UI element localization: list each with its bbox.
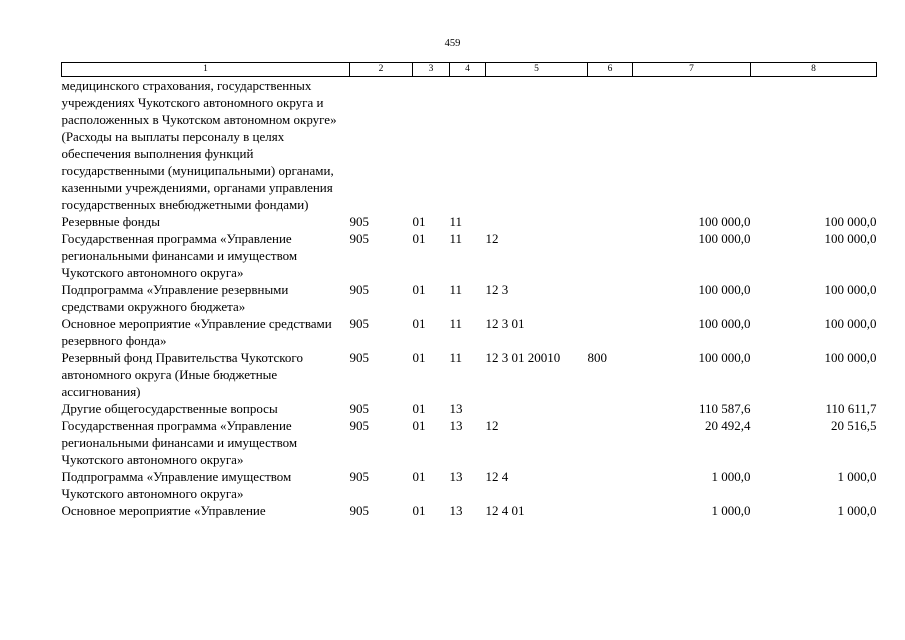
row-pr: 11 bbox=[449, 316, 463, 331]
row-gr: 905 bbox=[349, 214, 369, 229]
header-cell-gr: 2 bbox=[350, 63, 413, 77]
row-name: Другие общегосударственные вопросы bbox=[61, 401, 278, 416]
row-csr: 12 3 01 20010 bbox=[485, 350, 561, 365]
row-vr bbox=[588, 417, 633, 468]
table-row bbox=[62, 77, 877, 214]
table-row bbox=[62, 230, 877, 281]
header-cell-csr: 5 bbox=[486, 63, 588, 77]
row-csr: 12 3 01 bbox=[485, 316, 525, 331]
row-sum2: 100 000,0 bbox=[824, 231, 877, 246]
page-number: 459 bbox=[444, 38, 461, 49]
row-sum2: 100 000,0 bbox=[824, 350, 877, 365]
row-csr: 12 4 bbox=[485, 469, 509, 484]
row-sum2: 110 611,7 bbox=[825, 401, 877, 416]
header-cell-name: 1 bbox=[62, 63, 350, 77]
row-sum2: 1 000,0 bbox=[837, 469, 877, 484]
table-row bbox=[62, 400, 877, 417]
row-sum1: 100 000,0 bbox=[698, 350, 751, 365]
row-gr: 905 bbox=[349, 401, 369, 416]
row-sum2: 100 000,0 bbox=[824, 316, 877, 331]
row-pr: 13 bbox=[449, 418, 463, 433]
row-rz bbox=[413, 77, 450, 214]
row-name: Резервные фонды bbox=[61, 214, 160, 229]
row-gr: 905 bbox=[349, 418, 369, 433]
table-row bbox=[62, 315, 877, 349]
row-rz: 01 bbox=[412, 503, 426, 518]
row-gr: 905 bbox=[349, 469, 369, 484]
row-sum1: 1 000,0 bbox=[711, 469, 751, 484]
row-pr: 13 bbox=[449, 401, 463, 416]
table-header bbox=[62, 63, 877, 77]
row-gr: 905 bbox=[349, 231, 369, 246]
row-sum1 bbox=[633, 77, 751, 214]
row-sum2: 100 000,0 bbox=[824, 214, 877, 229]
row-rz: 01 bbox=[412, 282, 426, 297]
table-row bbox=[62, 502, 877, 519]
row-rz: 01 bbox=[412, 350, 426, 365]
row-sum2: 1 000,0 bbox=[837, 503, 877, 518]
row-sum2: 100 000,0 bbox=[824, 282, 877, 297]
row-sum1: 110 587,6 bbox=[698, 401, 751, 416]
table-row bbox=[62, 213, 877, 230]
row-pr: 11 bbox=[449, 214, 463, 229]
row-rz: 01 bbox=[412, 401, 426, 416]
row-vr bbox=[588, 400, 633, 417]
row-gr: 905 bbox=[349, 503, 369, 518]
row-csr: 12 bbox=[485, 231, 499, 246]
row-vr bbox=[588, 77, 633, 214]
row-pr: 11 bbox=[449, 282, 463, 297]
table-row bbox=[62, 417, 877, 468]
row-gr: 905 bbox=[349, 350, 369, 365]
header-cell-sum1: 7 bbox=[633, 63, 751, 77]
row-csr: 12 4 01 bbox=[485, 503, 525, 518]
row-sum1: 100 000,0 bbox=[698, 231, 751, 246]
row-vr: 800 bbox=[587, 350, 607, 365]
row-csr bbox=[486, 213, 588, 230]
row-pr: 13 bbox=[449, 469, 463, 484]
row-name: Основное мероприятие «Управление средствами резервного фонда» bbox=[61, 316, 332, 348]
row-rz: 01 bbox=[412, 316, 426, 331]
header-row bbox=[62, 63, 877, 77]
row-vr bbox=[588, 281, 633, 315]
header-cell-rz: 3 bbox=[413, 63, 450, 77]
header-cell-sum2: 8 bbox=[751, 63, 877, 77]
row-csr: 12 3 bbox=[485, 282, 509, 297]
row-name: Государственная программа «Управление региональными финансами и имуществом Чукотского автономного округа» bbox=[61, 231, 298, 280]
row-vr bbox=[588, 213, 633, 230]
row-sum1: 20 492,4 bbox=[705, 418, 751, 433]
row-rz: 01 bbox=[412, 469, 426, 484]
header-cell-vr: 6 bbox=[588, 63, 633, 77]
row-vr bbox=[588, 502, 633, 519]
row-gr bbox=[350, 77, 413, 214]
table-body bbox=[62, 77, 877, 520]
row-sum1: 100 000,0 bbox=[698, 282, 751, 297]
table-row bbox=[62, 281, 877, 315]
row-sum1: 100 000,0 bbox=[698, 214, 751, 229]
row-name: Государственная программа «Управление региональными финансами и имуществом Чукотского автономного округа» bbox=[61, 418, 298, 467]
row-sum1: 100 000,0 bbox=[698, 316, 751, 331]
header-cell-pr: 4 bbox=[450, 63, 486, 77]
row-name: медицинского страхования, государственных учреждениях Чукотского автономного округа и расположенных в Чукотском автономном округе» (Расходы на выплаты персоналу в целях обеспечения выполнения функций государственными (муниципальными) органами, казенными учреждениями, органами управления государственных внебюджетными фондами) bbox=[61, 78, 337, 212]
row-rz: 01 bbox=[412, 418, 426, 433]
row-name: Основное мероприятие «Управление bbox=[61, 503, 266, 518]
row-pr bbox=[450, 77, 486, 214]
row-csr bbox=[486, 77, 588, 214]
row-rz: 01 bbox=[412, 231, 426, 246]
row-name: Подпрограмма «Управление имуществом Чукотского автономного округа» bbox=[61, 469, 292, 501]
table-row bbox=[62, 349, 877, 400]
row-name: Резервный фонд Правительства Чукотского автономного округа (Иные бюджетные ассигнования) bbox=[61, 350, 303, 399]
row-vr bbox=[588, 230, 633, 281]
row-csr: 12 bbox=[485, 418, 499, 433]
row-vr bbox=[588, 315, 633, 349]
row-csr bbox=[486, 400, 588, 417]
row-pr: 11 bbox=[449, 231, 463, 246]
row-sum2 bbox=[751, 77, 877, 214]
row-vr bbox=[588, 468, 633, 502]
row-name: Подпрограмма «Управление резервными средствами окружного бюджета» bbox=[61, 282, 289, 314]
budget-table bbox=[61, 62, 877, 519]
row-gr: 905 bbox=[349, 316, 369, 331]
row-rz: 01 bbox=[412, 214, 426, 229]
row-sum2: 20 516,5 bbox=[831, 418, 877, 433]
table-row bbox=[62, 468, 877, 502]
row-gr: 905 bbox=[349, 282, 369, 297]
row-pr: 13 bbox=[449, 503, 463, 518]
row-sum1: 1 000,0 bbox=[711, 503, 751, 518]
row-pr: 11 bbox=[449, 350, 463, 365]
